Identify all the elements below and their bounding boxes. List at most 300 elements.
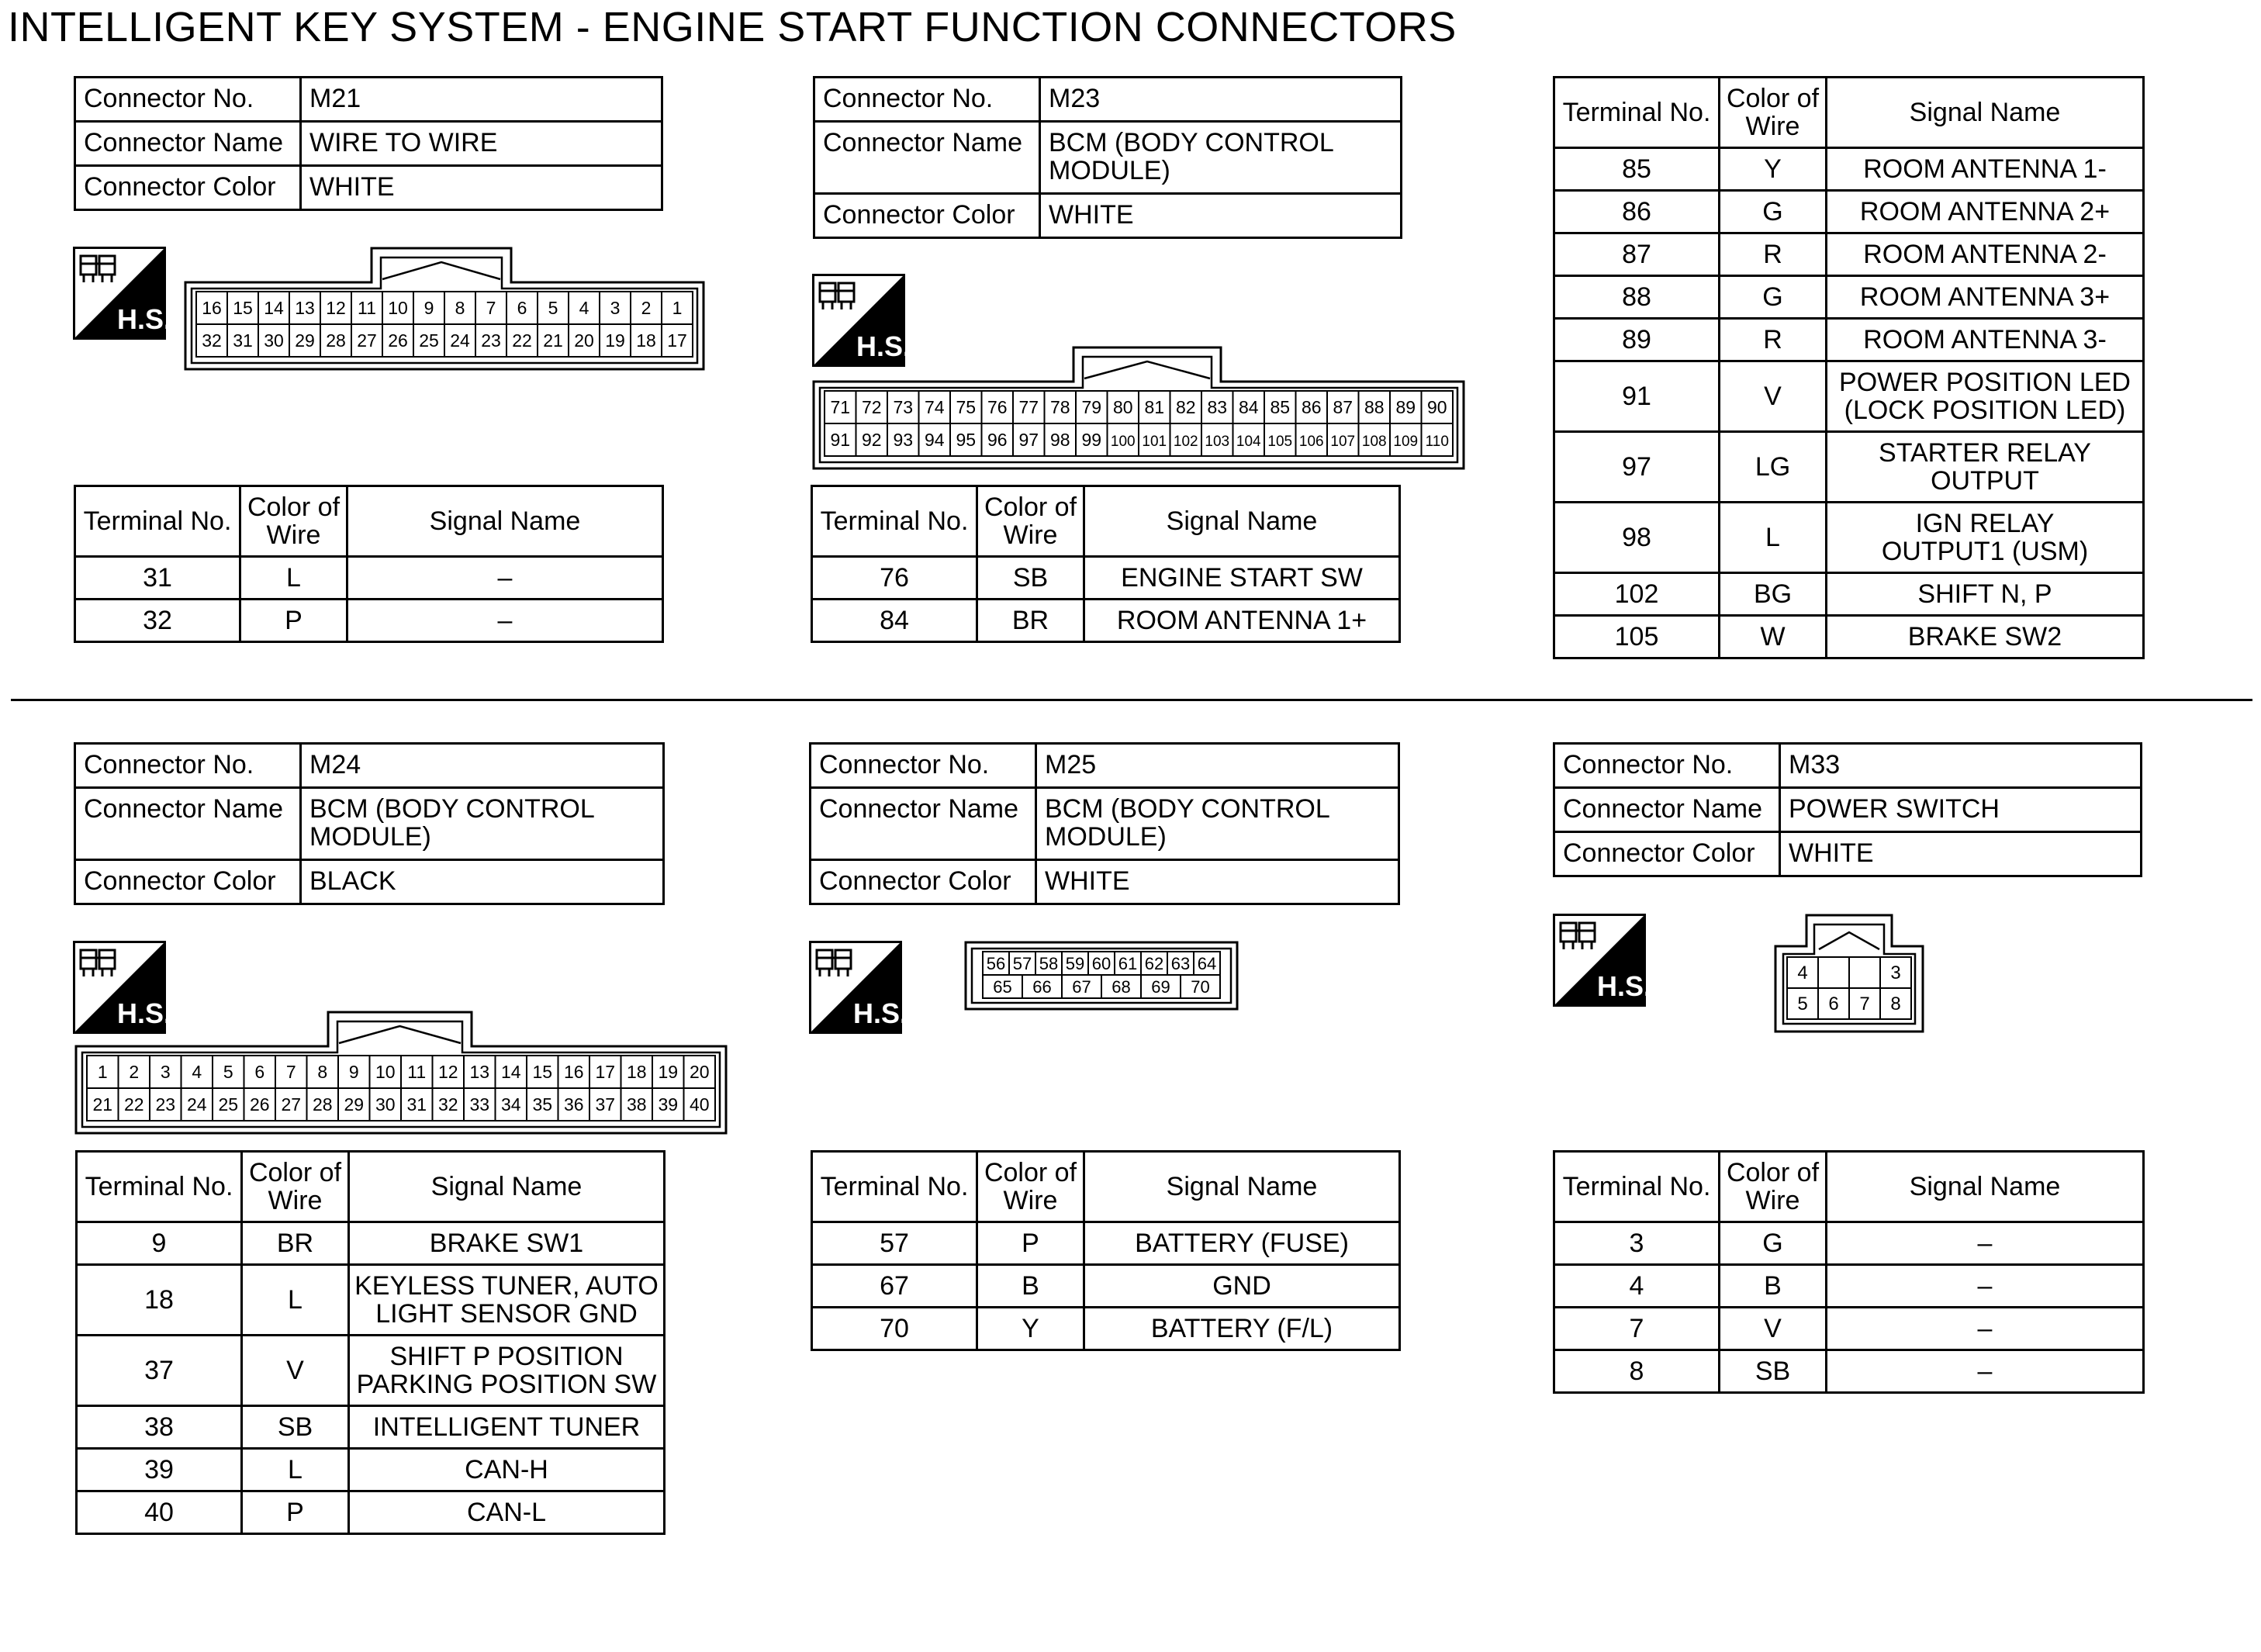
terminal-pin-label: 12: [326, 298, 346, 318]
terminal-row: [77, 1336, 665, 1406]
terminal-pin-label: 19: [605, 330, 625, 351]
terminal-row: [1554, 1350, 2144, 1393]
terminal-pin-label: 27: [357, 330, 377, 351]
signal-name: –: [347, 557, 663, 600]
svg-text:H.S.: H.S.: [856, 330, 911, 362]
terminal-pin-label: 8: [455, 298, 465, 318]
terminal-no-header: Terminal No.: [1554, 1152, 1720, 1222]
terminal-pin-label: 95: [956, 430, 977, 450]
terminal-row: [1554, 503, 2144, 573]
wire-color: G: [1720, 276, 1827, 319]
wire-color: L: [242, 1449, 349, 1491]
terminal-pin-label: 7: [285, 1062, 296, 1082]
terminal-pin-label: 74: [924, 397, 945, 417]
color-of-wire-header: [977, 1152, 1084, 1222]
terminal-pin-label: 34: [500, 1094, 521, 1115]
color-of-wire-header-line1: Color of: [984, 492, 1077, 522]
signal-name: BATTERY (FUSE): [1084, 1222, 1400, 1265]
signal-name: CAN-H: [349, 1449, 665, 1491]
signal-name-header: Signal Name: [349, 1152, 665, 1222]
terminal-row: [1554, 276, 2144, 319]
connector-color-label: Connector Color: [814, 194, 1040, 238]
terminal-pin-label: 5: [548, 298, 558, 318]
terminal-pin-label: 70: [1191, 977, 1210, 997]
color-of-wire-header: [240, 486, 347, 557]
signal-name-header: Signal Name: [1827, 1152, 2144, 1222]
color-of-wire-header-line2: Wire: [1745, 1186, 1800, 1215]
terminal-pin-label: 21: [92, 1094, 113, 1115]
terminal-pin-label: 110: [1425, 434, 1449, 450]
terminal-pin-label: 33: [469, 1094, 490, 1115]
terminal-number: 31: [75, 557, 240, 600]
terminal-pin-label: 8: [1890, 994, 1901, 1014]
terminal-pin-label: 31: [406, 1094, 427, 1115]
connector-name-label: Connector Name: [75, 788, 301, 860]
terminal-pin-label: 5: [223, 1062, 233, 1082]
wire-color: B: [1720, 1265, 1827, 1308]
connector-name-value: BCM (BODY CONTROL MODULE): [1036, 788, 1399, 860]
wire-color: L: [242, 1265, 349, 1336]
svg-text:H.S.: H.S.: [852, 997, 908, 1029]
terminal-number: 86: [1554, 191, 1720, 233]
terminal-number: 76: [812, 557, 977, 600]
terminal-row: [1554, 233, 2144, 276]
terminal-pin-label: 61: [1118, 954, 1138, 973]
terminal-pin-label: 7: [1859, 994, 1870, 1014]
connector-name-value: BCM (BODY CONTROL MODULE): [1040, 122, 1402, 194]
terminal-pin-label: 4: [192, 1062, 202, 1082]
wire-color: SB: [977, 557, 1084, 600]
signal-name: SHIFT P POSITION PARKING POSITION SW: [349, 1336, 665, 1406]
connector-name-label: Connector Name: [811, 788, 1036, 860]
terminal-pin-label: 66: [1032, 977, 1052, 997]
wire-color: V: [242, 1336, 349, 1406]
signal-name: INTELLIGENT TUNER: [349, 1406, 665, 1449]
terminal-pin-label: 81: [1144, 397, 1165, 417]
color-of-wire-header: [242, 1152, 349, 1222]
terminal-number: 85: [1554, 148, 1720, 191]
color-of-wire-header: [1720, 78, 1827, 148]
terminal-pin-label: 75: [956, 397, 977, 417]
m23-terminal-table: [811, 485, 1401, 643]
terminal-pin-label: 28: [326, 330, 346, 351]
terminal-row: [812, 600, 1400, 642]
terminal-pin-label: 77: [1018, 397, 1039, 417]
terminal-number: 9: [77, 1222, 242, 1265]
terminal-pin-label: 30: [264, 330, 284, 351]
signal-name: GND: [1084, 1265, 1400, 1308]
connector-color-label: Connector Color: [1554, 832, 1780, 876]
terminal-pin-label: 13: [469, 1062, 490, 1082]
terminal-pin-label: 88: [1364, 397, 1385, 417]
terminal-pin-label: 100: [1110, 434, 1136, 450]
terminal-number: 89: [1554, 319, 1720, 361]
color-of-wire-header: [977, 486, 1084, 557]
terminal-pin-label: 87: [1333, 397, 1353, 417]
terminal-pin-label: 102: [1173, 434, 1198, 450]
connector-color-value: WHITE: [1780, 832, 2142, 876]
terminal-pin-label: 109: [1393, 434, 1419, 450]
terminal-pin-label: 62: [1144, 954, 1164, 973]
terminal-pin-label: 94: [924, 430, 945, 450]
terminal-pin-label: 82: [1175, 397, 1196, 417]
signal-name: ROOM ANTENNA 3-: [1827, 319, 2144, 361]
signal-name: ROOM ANTENNA 2+: [1827, 191, 2144, 233]
terminal-pin-label: 31: [233, 330, 253, 351]
color-of-wire-header-line2: Wire: [266, 520, 321, 550]
terminal-pin-label: 26: [388, 330, 408, 351]
terminal-pin-label: 37: [595, 1094, 616, 1115]
m25-connector-diagram: [964, 941, 1239, 1014]
terminal-row: [1554, 319, 2144, 361]
m21-terminal-table: [74, 485, 664, 643]
terminal-pin-label: 12: [437, 1062, 458, 1082]
signal-name: –: [1827, 1265, 2144, 1308]
terminal-pin-label: 84: [1238, 397, 1259, 417]
terminal-pin-label: 39: [658, 1094, 679, 1115]
terminal-pin-label: 13: [295, 298, 315, 318]
terminal-pin-label: 19: [658, 1062, 679, 1082]
terminal-pin-label: 71: [830, 397, 851, 417]
terminal-pin-label: 98: [1049, 430, 1070, 450]
m23-info-table: [813, 76, 1402, 239]
color-of-wire-header-line1: Color of: [984, 1158, 1077, 1187]
terminal-pin-label: 3: [160, 1062, 171, 1082]
connector-no-label: Connector No.: [75, 744, 301, 788]
terminal-pin-label: 57: [1012, 954, 1032, 973]
wire-color: Y: [1720, 148, 1827, 191]
terminal-pin-label: 7: [486, 298, 496, 318]
terminal-row: [77, 1265, 665, 1336]
signal-name-header: Signal Name: [1827, 78, 2144, 148]
color-of-wire-header-line1: Color of: [247, 492, 341, 522]
color-of-wire-header-line2: Wire: [1745, 112, 1800, 141]
signal-name: ROOM ANTENNA 2-: [1827, 233, 2144, 276]
signal-name-header: Signal Name: [1084, 486, 1400, 557]
terminal-pin-label: 17: [595, 1062, 616, 1082]
hs-icon: [73, 247, 172, 340]
terminal-pin-label: 97: [1018, 430, 1039, 450]
hs-icon: [1553, 914, 1652, 1007]
signal-name: BRAKE SW2: [1827, 616, 2144, 658]
terminal-pin-label: 4: [579, 298, 589, 318]
page-title: INTELLIGENT KEY SYSTEM - ENGINE START FUNCTION CONNECTORS: [8, 4, 1457, 50]
terminal-row: [812, 1265, 1400, 1308]
terminal-pin-label: 28: [312, 1094, 333, 1115]
terminal-pin-label: 29: [344, 1094, 365, 1115]
color-of-wire-header-line2: Wire: [1003, 520, 1058, 550]
wire-color: G: [1720, 191, 1827, 233]
connector-no-label: Connector No.: [75, 78, 301, 122]
terminal-row: [77, 1406, 665, 1449]
terminal-pin-label: 69: [1151, 977, 1170, 997]
terminal-pin-label: 67: [1072, 977, 1091, 997]
terminal-number: 105: [1554, 616, 1720, 658]
terminal-pin-label: 20: [574, 330, 594, 351]
terminal-pin-label: 63: [1170, 954, 1191, 973]
terminal-pin-label: 17: [667, 330, 687, 351]
wire-color: LG: [1720, 432, 1827, 503]
terminal-pin-label: 91: [830, 430, 851, 450]
wire-color: B: [977, 1265, 1084, 1308]
color-of-wire-header: [1720, 1152, 1827, 1222]
signal-name: BATTERY (F/L): [1084, 1308, 1400, 1350]
color-of-wire-header-line1: Color of: [248, 1158, 342, 1187]
terminal-pin-label: 85: [1270, 397, 1291, 417]
terminal-pin-label: 72: [861, 397, 882, 417]
wire-color: L: [240, 557, 347, 600]
signal-name: ROOM ANTENNA 1+: [1084, 600, 1400, 642]
terminal-pin-label: 101: [1142, 434, 1167, 450]
terminal-pin-label: 80: [1112, 397, 1133, 417]
connector-name-label: Connector Name: [1554, 788, 1780, 832]
terminal-pin-label: 79: [1081, 397, 1102, 417]
terminal-pin-label: 60: [1091, 954, 1111, 973]
hs-icon: [809, 941, 908, 1034]
terminal-pin-label: 103: [1205, 434, 1230, 450]
terminal-pin-label: 1: [672, 298, 683, 318]
terminal-row: [77, 1449, 665, 1491]
terminal-no-header: Terminal No.: [1554, 78, 1720, 148]
terminal-pin-label: 30: [375, 1094, 396, 1115]
connector-no-value: M21: [301, 78, 662, 122]
signal-name: –: [1827, 1308, 2144, 1350]
terminal-pin-label: 78: [1049, 397, 1070, 417]
terminal-pin-label: 16: [563, 1062, 584, 1082]
terminal-pin-label: 2: [129, 1062, 140, 1082]
terminal-pin-label: 16: [202, 298, 222, 318]
terminal-pin-label: 104: [1236, 434, 1261, 450]
signal-name: ENGINE START SW: [1084, 557, 1400, 600]
terminal-pin-label: 24: [450, 330, 470, 351]
terminal-number: 98: [1554, 503, 1720, 573]
connector-no-value: M25: [1036, 744, 1399, 788]
terminal-pin-label: 23: [155, 1094, 176, 1115]
terminal-number: 3: [1554, 1222, 1720, 1265]
signal-name-header: Signal Name: [1084, 1152, 1400, 1222]
terminal-pin-label: 106: [1298, 434, 1324, 450]
signal-name: –: [1827, 1222, 2144, 1265]
terminal-number: 39: [77, 1449, 242, 1491]
terminal-pin-label: 22: [512, 330, 532, 351]
terminal-pin-label: 2: [641, 298, 652, 318]
wire-color: V: [1720, 1308, 1827, 1350]
terminal-pin-label: 18: [626, 1062, 647, 1082]
terminal-row: [75, 557, 663, 600]
signal-name: KEYLESS TUNER, AUTO LIGHT SENSOR GND: [349, 1265, 665, 1336]
signal-name: –: [347, 600, 663, 642]
signal-name: ROOM ANTENNA 3+: [1827, 276, 2144, 319]
terminal-pin-label: 21: [543, 330, 563, 351]
terminal-row: [812, 1222, 1400, 1265]
terminal-pin-label: 3: [610, 298, 621, 318]
terminal-pin-label: 14: [500, 1062, 521, 1082]
connector-name-label: Connector Name: [75, 122, 301, 166]
terminal-pin-label: 25: [419, 330, 439, 351]
terminal-pin-label: 73: [893, 397, 914, 417]
terminal-number: 91: [1554, 361, 1720, 432]
terminal-row: [77, 1491, 665, 1534]
terminal-pin-label: 22: [123, 1094, 144, 1115]
terminal-pin-label: 65: [993, 977, 1012, 997]
terminal-number: 67: [812, 1265, 977, 1308]
terminal-row: [1554, 1265, 2144, 1308]
terminal-pin-label: 4: [1797, 963, 1808, 983]
terminal-pin-label: 29: [295, 330, 315, 351]
m21-connector-diagram: [184, 247, 705, 375]
wire-color: R: [1720, 319, 1827, 361]
m33-connector-diagram: [1774, 914, 1924, 1037]
color-of-wire-header-line2: Wire: [268, 1186, 323, 1215]
terminal-number: 37: [77, 1336, 242, 1406]
terminal-pin-label: 26: [249, 1094, 270, 1115]
svg-text:H.S.: H.S.: [1596, 970, 1652, 1002]
terminal-no-header: Terminal No.: [75, 486, 240, 557]
color-of-wire-header-line1: Color of: [1726, 84, 1820, 113]
m33-info-table: [1553, 742, 2142, 877]
terminal-pin-label: 108: [1361, 434, 1387, 450]
signal-name: IGN RELAY OUTPUT1 (USM): [1827, 503, 2144, 573]
wire-color: SB: [1720, 1350, 1827, 1393]
terminal-number: 57: [812, 1222, 977, 1265]
connector-name-value: WIRE TO WIRE: [301, 122, 662, 166]
svg-text:H.S.: H.S.: [116, 303, 172, 335]
connector-name-label: Connector Name: [814, 122, 1040, 194]
terminal-pin-label: 76: [987, 397, 1008, 417]
connector-name-value: BCM (BODY CONTROL MODULE): [301, 788, 664, 860]
terminal-no-header: Terminal No.: [812, 486, 977, 557]
m23-terminal-table-continued: [1553, 76, 2145, 659]
svg-text:H.S.: H.S.: [116, 997, 172, 1029]
m24-info-table: [74, 742, 665, 905]
connector-name-value: POWER SWITCH: [1780, 788, 2142, 832]
m21-info-table: [74, 76, 663, 211]
m25-info-table: [809, 742, 1400, 905]
m33-terminal-table: [1553, 1150, 2145, 1394]
connector-color-label: Connector Color: [75, 166, 301, 210]
connector-no-value: M23: [1040, 78, 1402, 122]
terminal-pin-label: 14: [264, 298, 284, 318]
terminal-number: 40: [77, 1491, 242, 1534]
terminal-number: 70: [812, 1308, 977, 1350]
terminal-pin-label: 9: [348, 1062, 359, 1082]
terminal-pin-label: 90: [1426, 397, 1447, 417]
signal-name: BRAKE SW1: [349, 1222, 665, 1265]
terminal-pin-label: 59: [1065, 954, 1085, 973]
connector-color-value: WHITE: [1036, 860, 1399, 904]
terminal-pin-label: 56: [986, 954, 1006, 973]
terminal-row: [1554, 148, 2144, 191]
terminal-pin-label: 36: [563, 1094, 584, 1115]
terminal-row: [1554, 1222, 2144, 1265]
wire-color: P: [977, 1222, 1084, 1265]
terminal-row: [75, 600, 663, 642]
terminal-pin-label: 11: [407, 1062, 427, 1082]
terminal-row: [1554, 361, 2144, 432]
terminal-no-header: Terminal No.: [812, 1152, 977, 1222]
terminal-pin-label: 15: [233, 298, 253, 318]
wire-color: BR: [977, 600, 1084, 642]
terminal-row: [1554, 1308, 2144, 1350]
terminal-pin-label: 64: [1197, 954, 1217, 973]
terminal-row: [812, 1308, 1400, 1350]
terminal-number: 4: [1554, 1265, 1720, 1308]
terminal-number: 97: [1554, 432, 1720, 503]
m24-terminal-table: [75, 1150, 666, 1535]
wire-color: R: [1720, 233, 1827, 276]
connector-color-value: WHITE: [1040, 194, 1402, 238]
terminal-pin-label: 32: [437, 1094, 458, 1115]
terminal-row: [1554, 191, 2144, 233]
terminal-row: [1554, 432, 2144, 503]
wire-color: W: [1720, 616, 1827, 658]
connector-no-label: Connector No.: [1554, 744, 1780, 788]
signal-name: STARTER RELAY OUTPUT: [1827, 432, 2144, 503]
terminal-pin-label: 25: [218, 1094, 239, 1115]
terminal-pin-label: 9: [424, 298, 434, 318]
terminal-number: 38: [77, 1406, 242, 1449]
wire-color: V: [1720, 361, 1827, 432]
connector-no-label: Connector No.: [811, 744, 1036, 788]
color-of-wire-header-line1: Color of: [1726, 1158, 1820, 1187]
signal-name: –: [1827, 1350, 2144, 1393]
wire-color: L: [1720, 503, 1827, 573]
terminal-pin-label: 105: [1267, 434, 1293, 450]
wire-color: SB: [242, 1406, 349, 1449]
terminal-pin-label: 27: [281, 1094, 302, 1115]
terminal-number: 88: [1554, 276, 1720, 319]
terminal-number: 7: [1554, 1308, 1720, 1350]
connector-color-value: BLACK: [301, 860, 664, 904]
terminal-pin-label: 20: [689, 1062, 710, 1082]
connector-no-value: M24: [301, 744, 664, 788]
terminal-pin-label: 5: [1797, 994, 1808, 1014]
signal-name: CAN-L: [349, 1491, 665, 1534]
terminal-pin-label: 107: [1330, 434, 1356, 450]
terminal-pin-label: 18: [636, 330, 656, 351]
m25-terminal-table: [811, 1150, 1401, 1351]
terminal-pin-label: 11: [358, 298, 376, 318]
terminal-pin-label: 6: [517, 298, 527, 318]
terminal-row: [77, 1222, 665, 1265]
terminal-pin-label: 3: [1890, 963, 1901, 983]
terminal-pin-label: 93: [893, 430, 914, 450]
terminal-pin-label: 38: [626, 1094, 647, 1115]
signal-name: ROOM ANTENNA 1-: [1827, 148, 2144, 191]
wire-color: BR: [242, 1222, 349, 1265]
signal-name: POWER POSITION LED (LOCK POSITION LED): [1827, 361, 2144, 432]
m23-connector-diagram: [812, 346, 1465, 474]
terminal-row: [1554, 573, 2144, 616]
terminal-pin-label: 6: [254, 1062, 265, 1082]
wire-color: P: [240, 600, 347, 642]
terminal-row: [1554, 616, 2144, 658]
color-of-wire-header-line2: Wire: [1003, 1186, 1058, 1215]
signal-name-header: Signal Name: [347, 486, 663, 557]
terminal-pin-label: 68: [1111, 977, 1131, 997]
terminal-pin-label: 6: [1828, 994, 1839, 1014]
section-divider: [11, 699, 2252, 701]
terminal-pin-label: 96: [987, 430, 1008, 450]
wire-color: Y: [977, 1308, 1084, 1350]
terminal-pin-label: 89: [1395, 397, 1416, 417]
terminal-pin-label: 40: [689, 1094, 710, 1115]
terminal-row: [812, 557, 1400, 600]
terminal-pin-label: 92: [861, 430, 882, 450]
terminal-pin-label: 35: [532, 1094, 553, 1115]
wire-color: BG: [1720, 573, 1827, 616]
connector-no-value: M33: [1780, 744, 2142, 788]
